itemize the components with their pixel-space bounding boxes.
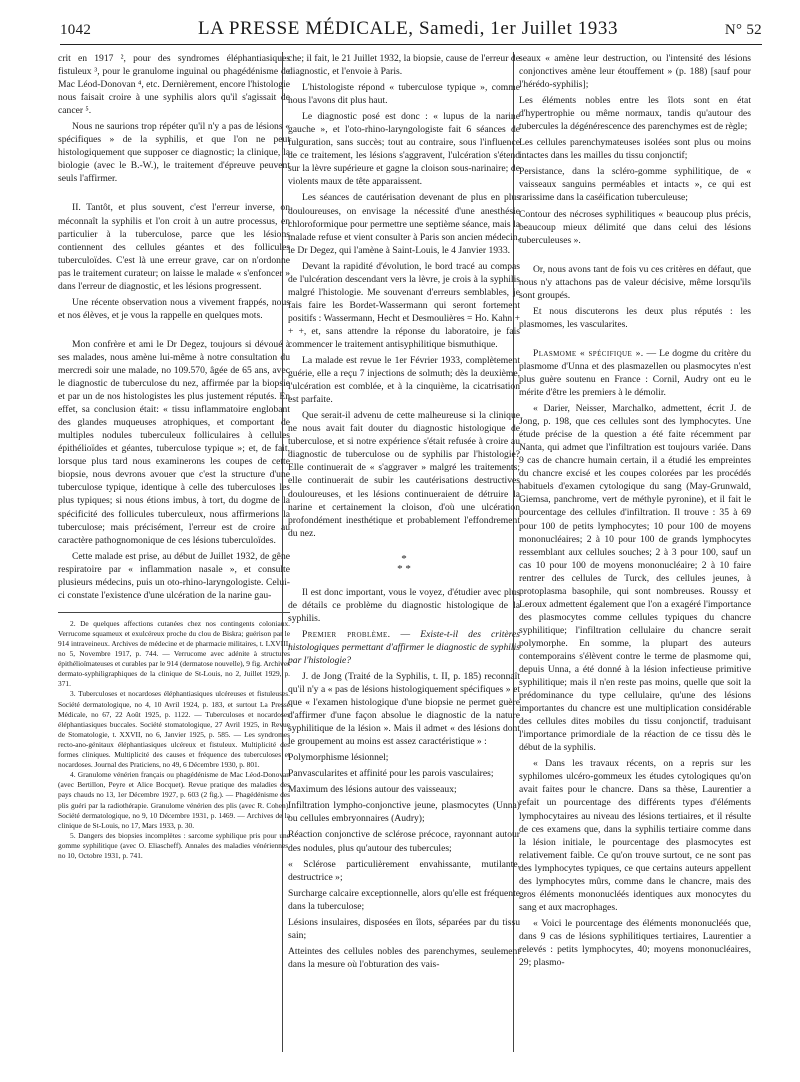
list-item: Les éléments nobles entre les îlots sont en état d'hypertrophie ou même normaux, tandis qu'autour des tubercules la dégénérescence des parenchymes est de règle; (519, 95, 751, 133)
paragraph: J. de Jong (Traité de la Syphilis, t. II, p. 185) reconnaît qu'il n'y a « pas de lésions histologiquement spécifiques » et que « l'examen histologique d'une biopsie ne permet guère d'affirmer d'une façon absolue le diagnostic de la nature syphilitique de la lésion ». Mais il admet « des lésions dont le groupement au moins est assez caractéristique » : (288, 670, 520, 748)
column-3 (519, 52, 751, 972)
list-item: Maximum des lésions autour des vaisseaux; (288, 784, 457, 796)
problem-heading: Premier problème. — Existe-t-il des critères histologiques permettant d'affirmer le diagnostic de syphilis par l'histologie? (288, 628, 520, 666)
list-item: Panvascularites et affinité pour les parois vasculaires; (288, 768, 494, 780)
paragraph: Nous ne saurions trop répéter qu'il n'y a pas de lésions « spécifiques » de la syphilis, et que l'on ne peut histologiquement que supposer ce diagnostic; la clinique, la biologie (avec le B.-W.), le traitement d'épreuve peuvent seuls l'affirmer. (58, 121, 290, 185)
paragraph: L'histologiste répond « tuberculose typique », comme nous l'avons dit plus haut. (288, 82, 520, 107)
paragraph: Et nous discuterons les deux plus réputés : les plasmomes, les vascularites. (519, 305, 751, 330)
section-label: Plasmome « spécifique ». (533, 347, 644, 359)
list-item: Lésions insulaires, disposées en îlots, séparées par du tissu sain; (288, 916, 520, 941)
page-header (60, 18, 762, 42)
paragraph: « Dans les travaux récents, on a repris sur les syphilomes ulcéro-gommeux les études cytologiques qu'on avait faites pour le chancre. Dans sa thèse, Laurentier a refait un pourcentage des différents types d'éléments lymphocytaires au niveau des lésions tertiaires, et il résulte de ces examens que, dans la syphilis tertiaire comme dans la lésion initiale, le pourcentage des plasmocytes est relativement faible. Ce qu'on trouve surtout, ce ne sont pas des lymphocytes typiques, ce que certains auteurs appellent des lymphocytes mûrs, comme dans le chancre, mais des gros éléments mononucléés identiques aux monocytes du sang et aux macrophages. (519, 758, 751, 913)
journal-title: LA PRESSE MÉDICALE, Samedi, 1er Juillet 1933 (197, 18, 619, 39)
list-item: Polymorphisme lésionnel; (288, 752, 389, 764)
footnote: 4. Granulome vénérien français ou phagédénisme de Mac Léod-Donovan (avec Bertillon, Peyre et Alice Bocquet). Revue pratique des maladies des pays chauds no 13, 1er Décembre 1927, p. 603 (2 fig.). — Phagédénisme des plis guéri par la radiothérapie. Granulome vénérien des plis (avec R. Cohen). Société dermatologique, no 9, 10 Décembre 1931, p. 1469. — Archives de la clinique de St-Louis, no 17, Mars 1933, p. 30. (58, 770, 290, 830)
column-2 (288, 52, 520, 974)
list-item: Atteintes des cellules nobles des parenchymes, seulement dans la mesure où l'obturation des vais- (288, 945, 520, 970)
paragraph: Le diagnostic posé est donc : « lupus de la narine gauche », et l'oto-rhino-laryngologiste fait 6 séances de fulguration, sans succès; tout au contraire, sous l'influence de ce traitement, les lésions s'aggravent, l'ulcération s'étend sur la lèvre supérieure et gagne la cloison sous-narinaire; de violents maux de tête apparaissent. (288, 111, 520, 188)
paragraph-text: Le dogme du critère du plasmome d'Unna et des plasmazellen ou plasmocytes n'est plus guère soutenu en France : Cornil, Audry ont eu le mérite d'être les premiers à le démolir. (519, 347, 751, 399)
paragraph: II. Tantôt, et plus souvent, c'est l'erreur inverse, on méconnaît la syphilis et l'on croit à un autre processus, en particulier à la tuberculose, parce que les lésions contiennent des cellules géantes et des follicules tuberculoïdes. C'est là une erreur grave, car on n'ordonne pas le traitement curateur; on laisse le malade « s'enfoncer » dans l'erreur de diagnostic, et les lésions progressent. (58, 202, 290, 292)
paragraph: Il est donc important, vous le voyez, d'étudier avec plus de détails ce problème du diagnostic histologique de la syphilis. (288, 586, 520, 624)
list-item: Persistance, dans la scléro-gomme syphilitique, de « vaisseaux sanguins perméables et intacts », ce qui est rarissime dans la caséification tuberculeuse; (519, 166, 751, 204)
paragraph: « Voici le pourcentage des éléments mononucléés que, dans 9 cas de lésions syphilitiques tertiaires, Laurentier a relevés : petits lymphocytes, 40; moyens mononucléaires, 29; plasmo- (519, 917, 751, 969)
footnotes (58, 612, 290, 861)
paragraph: Mon confrère et ami le Dr Degez, toujours si dévoué à ses malades, nous amène lui-même à notre consultation du mercredi soir une malade, no 109.570, âgée de 65 ans, avec le diagnostic de tuberculose du nez, affirmée par la biopsie et par un de nos histologistes les plus justement réputés. En effet, sa conclusion était: « tissu inflammatoire englobant des glandes muqueuses atrophiques, et comportant de multiples nodules tuberculeux folliculaires à cellules épithélioïdes et géantes, tuberculose typique »; et, de fait, lorsque plus tard nous examinerons les coupes de cette biopsie, nous devrons avouer que c'est la structure d'une tuberculose typique, identique à celle des tuberculoses les plus typiques; si nous étions imbus, à tort, du dogme de la spécificité des follicules tuberculeux, nous affirmerions la tuberculose; mais précisément, l'erreur est de croire au caractère pathognomonique de ces lésions tuberculoïdes. (58, 338, 290, 546)
section-paragraph: Plasmome « spécifique ». — Le dogme du critère du plasmome d'Unna et des plasmazellen ou plasmocytes n'est plus guère soutenu en France : Cornil, Audry ont eu le mérite d'être les premiers à le démolir. (519, 347, 751, 399)
problem-title: Existe-t-il des critères histologiques permettant d'affirmer le diagnostic de syphilis par l'histologie? (288, 628, 520, 666)
column-1 (58, 52, 290, 861)
list-item: Réaction conjonctive de sclérose précoce, rayonnant autour des nodules, plus qu'autour des tubercules; (288, 829, 520, 854)
paragraph: Devant la rapidité d'évolution, le bord tracé au compas de l'ulcération descendant vers la lèvre, je crois à la syphilis malgré l'histologie. Me souvenant d'erreurs semblables, je fais faire les Bordet-Wassermann qui seront fortement positifs : Wassermann, Hecht et Desmoulières = Ho. Kahn + + +, et, sans attendre la réponse du laboratoire, je fais commencer le traitement antisyphilitique bismuthique. (288, 260, 520, 350)
paragraph: Une récente observation nous a vivement frappés, nous et nos élèves, et je vous la rappelle en quelques mots. (58, 296, 290, 321)
list-item: Les cellules parenchymateuses isolées sont plus ou moins intactes dans les mailles du tissu conjonctif; (519, 137, 751, 162)
issue-number: N° 52 (724, 22, 762, 38)
paragraph: crit en 1917 ², pour des syndromes éléphantiasiques fistuleux ³, pour le granulome inguinal ou phagédénisme de Mac Léod-Donovan ⁴, etc. Dernièrement, encore l'histologie nous faisait croire à une syphilis alors qu'il s'agissait de cancer ⁵. (58, 53, 290, 117)
problem-label: Premier problème. (302, 628, 391, 640)
list-item: Infiltration lympho-conjonctive jeune, plasmocytes (Unna) ou cellules embryonnaires (Audry); (288, 800, 520, 825)
list-item: « Sclérose particulièrement envahissante, mutilante, destructrice »; (288, 858, 520, 883)
paragraph: La malade est revue le 1er Février 1933, complètement guérie, elle a reçu 7 injections de solmuth; dès la deuxième, l'ulcération est comblée, et à la cinquième, la cicatrisation est parfaite. (288, 355, 520, 406)
section-separator: * * * (397, 552, 411, 575)
paragraph: « Darier, Neisser, Marchalko, admettent, écrit J. de Jong, p. 198, que ces cellules sont des lymphocytes. Une étude précise de la question a été faite récemment par Nanta, qui admet que l'infiltration est toujours variée. Dans 9 cas de chancre humain certain, il a étudié les empreintes du chancre excisé et les coupes colorées par les procédés habituels d'examen cytologique du sang (May-Grunwald, Giemsa, panchrome, vert de méthyle pyronine), et il fait le pourcentage des cellules d'infiltration. Il trouve : 35 à 69 pour 100 de petits lymphocytes; 10 pour 100 de moyens mononucléaires; 2 à 10 pour 100 de grands lymphocytes ressemblant aux cellules souches; 2 à 3 pour 100, sauf un cas 10 pour 100 de moyens mononucléaire; 2 à 10 faire rentrer des cellules de Turck, des cellules jeunes, à protoplasma basophile, qui sont nombreuses. Roussy et Leroux admettent également que l'on a exagéré l'importance des plasmocytes comme cellules typiques du chancre syphilitique; l'infiltration cellulaire du chancre serait polymorphe. En somme, la plupart des auteurs contemporains s'élèvent contre le terme de plasmome qui, depuis Unna, a été donné à la lésion infectieuse primitive syphilitique; mais il n'en reste pas moins, quelle que soit la prédominance du type cellulaire, qu'une des lésions importantes du chancre est une multiplication considérable des cellules dites mobiles du tissu conjonctif, traduisant l'importance primordiale de la réaction de ce tissu dès le début de la syphilis. (519, 403, 751, 754)
header-rule (60, 44, 762, 45)
paragraph: Les séances de cautérisation devenant de plus en plus douloureuses, on envisage la nécessité d'une anesthésie chloroformique pour permettre une septième séance, mais la malade refuse et vient consulter à Paris son ancien médecin, le Dr Degez, qui l'amène à Saint-Louis, le 4 Janvier 1933. (288, 192, 520, 256)
paragraph: Or, nous avons tant de fois vu ces critères en défaut, que nous n'y attachons pas de valeur décisive, même lorsqu'ils sont groupés. (519, 263, 751, 301)
list-item: Contour des nécroses syphilitiques « beaucoup plus précis, beaucoup mieux délimité que dans celui des lésions tuberculeuses ». (519, 208, 751, 246)
footnote: 5. Dangers des biopsies incomplètes : sarcome syphilique pris pour une gomme syphilitique (avec O. Eliascheff). Annales des maladies vénériennes, no 10, Octobre 1931, p. 741. (58, 830, 290, 860)
footnote: 3. Tuberculoses et nocardoses éléphantiasiques ulcéreuses et fistuleuses. Société dermatologique, no 4, 10 Avril 1924, p. 183, et surtout La Presse Médicale, no 67, 22 Août 1925, p. 1122. — Tuberculoses et nocardoses éléphantiasiques buccales. Société stomatologique, 27 Avril 1925, in Revue de Stomatologie, t. XXVII, no 6, Janvier 1925, p. 585. — Les syndromes recto-ano-génitaux éléphantiasiques ulcéreux et fistuleux. Multiplicité des formes cliniques. Multiplicité des causes et fréquence des tuberculoses et nocardoses. Journal des Praticiens, no 49, 6 Décembre 1930, p. 801. (58, 689, 290, 770)
paragraph: Que serait-il advenu de cette malheureuse si la clinique ne nous avait fait douter du diagnostic histologique de tuberculose, et si notre expérience s'était refusée à croire au diagnostic de tuberculose ou de syphilis par l'histologie? Elle continuerait de « s'aggraver » malgré les traitements; elle continuerait de subir les cautérisations destructives douloureuses, et les lésions continueraient de détruire la narine et certainement la cloison, d'où une ulcération profondément inesthétique et probablement l'effondrement du nez. (288, 410, 520, 539)
paragraph: che; il fait, le 21 Juillet 1932, la biopsie, cause de l'erreur de diagnostic, et l'envoie à Paris. (288, 53, 520, 78)
list-item: Surcharge calcaire exceptionnelle, alors qu'elle est fréquente dans la tuberculose; (288, 887, 520, 912)
paragraph: Cette malade est prise, au début de Juillet 1932, de gêne respiratoire par « inflammation nasale », et consulte plusieurs médecins, puis un oto-rhino-laryngologiste. Celui-ci constate l'existence d'une ulcération de la narine gau- (58, 550, 290, 601)
page-number: 1042 (60, 22, 92, 38)
footnote: 2. De quelques affections cutanées chez nos contingents coloniaux. Verrucome squameux et exulcéreux proche du clou de Biskra; guérison par le 914 intraveineux. Archives de médecine et de pharmacie militaires, t. LXVIII, no 5, Novembre 1917, p. 744. — Verrucome avec adénite à structures épithélioïmateuses et curables par le 914 (dermatose nouvelle), 9 fig. Archives dermato-syphiligraphiques de la clinique de St-Louis, no 2, Juillet 1929, p. 371. (58, 618, 290, 689)
paragraph: seaux « amène leur destruction, ou l'intensité des lésions conjonctives amène leur étouffement » (p. 188) [sauf pour l'hérédo-syphilis]; (519, 53, 751, 91)
